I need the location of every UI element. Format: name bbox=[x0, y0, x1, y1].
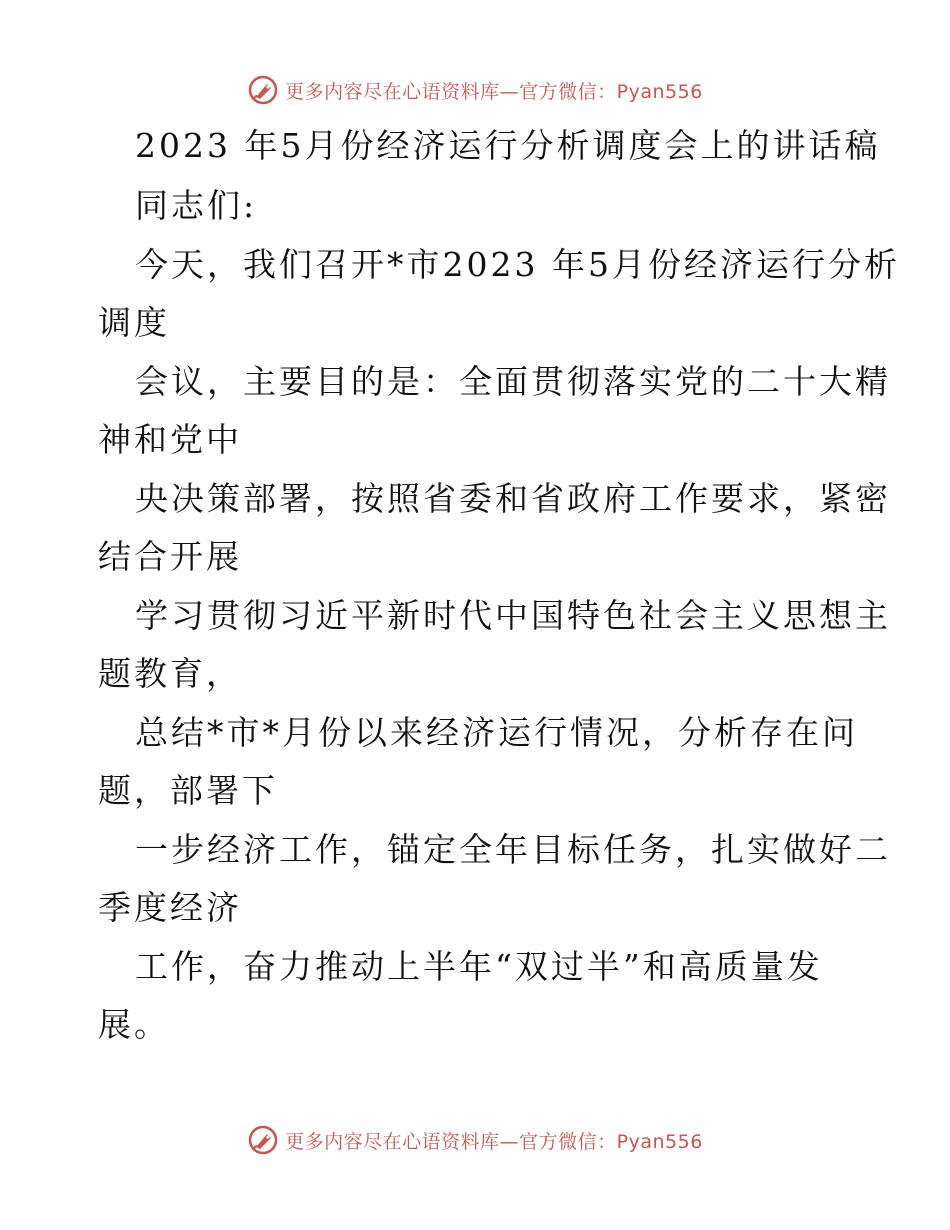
paragraph-line: 一步经济工作，锚定全年目标任务，扎实做好二 bbox=[135, 830, 891, 869]
salutation: 同志们: bbox=[135, 186, 258, 225]
paragraph-line: 会议，主要目的是：全面贯彻落实党的二十大精 bbox=[135, 362, 891, 401]
document-title: 2023 年5月份经济运行分析调度会上的讲话稿 bbox=[135, 126, 881, 165]
paragraph-line: 结合开展 bbox=[98, 537, 242, 576]
paragraph-line: 展。 bbox=[98, 1005, 170, 1044]
paragraph-line: 总结*市*月份以来经济运行情况，分析存在问 bbox=[135, 713, 858, 752]
watermark-footer bbox=[0, 1120, 950, 1160]
paragraph-line: 工作，奋力推动上半年“双过半”和高质量发 bbox=[135, 947, 823, 986]
paragraph-line: 题教育， bbox=[98, 654, 242, 693]
paragraph-line: 央决策部署，按照省委和省政府工作要求，紧密 bbox=[135, 479, 891, 518]
watermark-text: 更多内容尽在心语资料库—官方微信：Pyan556 bbox=[285, 80, 703, 103]
paragraph-line: 调度 bbox=[98, 303, 170, 342]
paragraph-line: 今天，我们召开*市2023 年5月份经济运行分析 bbox=[135, 245, 900, 284]
paragraph-line: 题，部署下 bbox=[98, 771, 278, 810]
watermark-text: 更多内容尽在心语资料库—官方微信：Pyan556 bbox=[285, 1130, 703, 1153]
pen-nib-logo-icon bbox=[247, 1124, 279, 1156]
paragraph-line: 神和党中 bbox=[98, 420, 242, 459]
paragraph-line: 季度经济 bbox=[98, 888, 242, 927]
paragraph-line: 学习贯彻习近平新时代中国特色社会主义思想主 bbox=[135, 596, 891, 635]
